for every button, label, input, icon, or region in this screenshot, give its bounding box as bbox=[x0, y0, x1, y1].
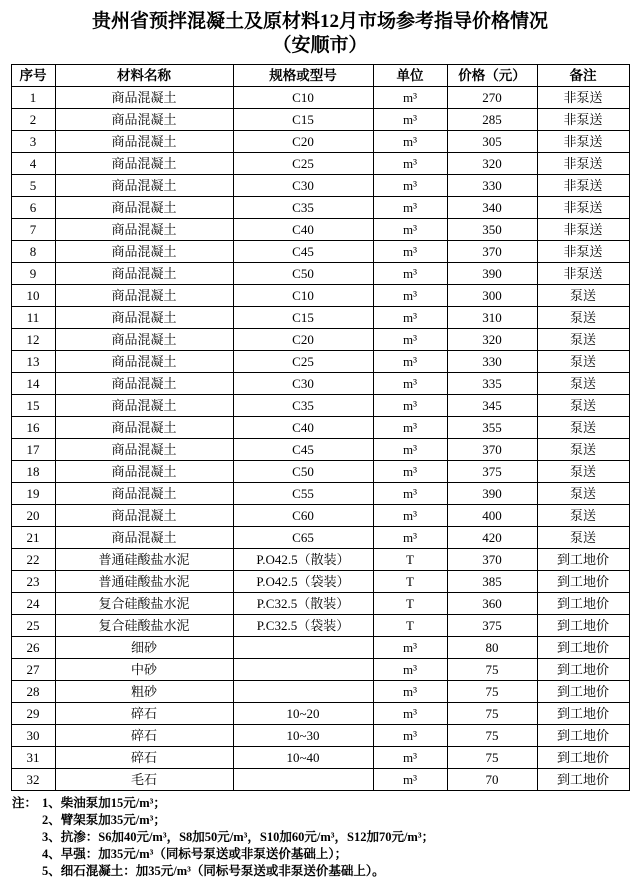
cell-price: 75 bbox=[447, 747, 537, 769]
cell-unit: T bbox=[373, 549, 447, 571]
cell-no: 15 bbox=[11, 395, 55, 417]
cell-no: 25 bbox=[11, 615, 55, 637]
cell-spec: 10~20 bbox=[233, 703, 373, 725]
cell-unit: m³ bbox=[373, 747, 447, 769]
cell-no: 32 bbox=[11, 769, 55, 791]
cell-no: 1 bbox=[11, 87, 55, 109]
cell-unit: m³ bbox=[373, 329, 447, 351]
cell-spec: C15 bbox=[233, 307, 373, 329]
table-row bbox=[11, 439, 629, 461]
cell-no: 24 bbox=[11, 593, 55, 615]
cell-price: 75 bbox=[447, 703, 537, 725]
cell-no: 14 bbox=[11, 373, 55, 395]
cell-no: 26 bbox=[11, 637, 55, 659]
cell-remark: 非泵送 bbox=[537, 219, 629, 241]
cell-remark: 泵送 bbox=[537, 483, 629, 505]
price-table bbox=[11, 64, 630, 791]
note-item-1: 1、柴油泵加15元/m³； bbox=[42, 796, 166, 810]
cell-spec bbox=[233, 681, 373, 703]
cell-unit: m³ bbox=[373, 637, 447, 659]
cell-remark: 泵送 bbox=[537, 439, 629, 461]
cell-spec: P.C32.5（袋装） bbox=[233, 615, 373, 637]
cell-remark: 到工地价 bbox=[537, 571, 629, 593]
note-row bbox=[12, 863, 630, 880]
cell-remark: 到工地价 bbox=[537, 593, 629, 615]
cell-unit: m³ bbox=[373, 153, 447, 175]
cell-unit: m³ bbox=[373, 241, 447, 263]
table-row bbox=[11, 725, 629, 747]
table-row bbox=[11, 417, 629, 439]
header-no: 序号 bbox=[11, 65, 55, 87]
cell-price: 270 bbox=[447, 87, 537, 109]
cell-remark: 非泵送 bbox=[537, 241, 629, 263]
cell-name: 商品混凝土 bbox=[55, 417, 233, 439]
cell-no: 22 bbox=[11, 549, 55, 571]
cell-unit: m³ bbox=[373, 527, 447, 549]
cell-name: 普通硅酸盐水泥 bbox=[55, 571, 233, 593]
table-row bbox=[11, 219, 629, 241]
cell-name: 商品混凝土 bbox=[55, 175, 233, 197]
cell-no: 28 bbox=[11, 681, 55, 703]
cell-no: 4 bbox=[11, 153, 55, 175]
cell-remark: 到工地价 bbox=[537, 747, 629, 769]
cell-no: 3 bbox=[11, 131, 55, 153]
cell-remark: 泵送 bbox=[537, 395, 629, 417]
cell-spec: C15 bbox=[233, 109, 373, 131]
table-row bbox=[11, 549, 629, 571]
cell-price: 420 bbox=[447, 527, 537, 549]
cell-unit: m³ bbox=[373, 681, 447, 703]
cell-remark: 泵送 bbox=[537, 461, 629, 483]
cell-unit: T bbox=[373, 571, 447, 593]
table-row bbox=[11, 747, 629, 769]
table-header-row bbox=[11, 65, 629, 87]
cell-unit: T bbox=[373, 593, 447, 615]
table-row bbox=[11, 593, 629, 615]
cell-price: 320 bbox=[447, 153, 537, 175]
cell-no: 29 bbox=[11, 703, 55, 725]
cell-price: 305 bbox=[447, 131, 537, 153]
cell-name: 复合硅酸盐水泥 bbox=[55, 593, 233, 615]
table-row bbox=[11, 153, 629, 175]
table-row bbox=[11, 395, 629, 417]
cell-price: 340 bbox=[447, 197, 537, 219]
cell-remark: 泵送 bbox=[537, 307, 629, 329]
cell-name: 碎石 bbox=[55, 725, 233, 747]
header-unit: 单位 bbox=[373, 65, 447, 87]
cell-no: 19 bbox=[11, 483, 55, 505]
cell-no: 9 bbox=[11, 263, 55, 285]
cell-price: 370 bbox=[447, 241, 537, 263]
cell-spec: C20 bbox=[233, 329, 373, 351]
cell-spec: C40 bbox=[233, 219, 373, 241]
cell-unit: m³ bbox=[373, 725, 447, 747]
cell-price: 335 bbox=[447, 373, 537, 395]
cell-price: 360 bbox=[447, 593, 537, 615]
cell-name: 粗砂 bbox=[55, 681, 233, 703]
cell-unit: m³ bbox=[373, 505, 447, 527]
cell-no: 6 bbox=[11, 197, 55, 219]
cell-unit: m³ bbox=[373, 659, 447, 681]
cell-price: 70 bbox=[447, 769, 537, 791]
cell-price: 330 bbox=[447, 351, 537, 373]
cell-unit: m³ bbox=[373, 395, 447, 417]
note-row bbox=[12, 812, 630, 829]
table-row bbox=[11, 571, 629, 593]
cell-spec: C55 bbox=[233, 483, 373, 505]
cell-unit: m³ bbox=[373, 461, 447, 483]
cell-name: 中砂 bbox=[55, 659, 233, 681]
cell-no: 23 bbox=[11, 571, 55, 593]
table-row bbox=[11, 483, 629, 505]
cell-name: 复合硅酸盐水泥 bbox=[55, 615, 233, 637]
cell-name: 商品混凝土 bbox=[55, 109, 233, 131]
cell-spec: P.O42.5（散装） bbox=[233, 549, 373, 571]
table-row bbox=[11, 131, 629, 153]
cell-no: 17 bbox=[11, 439, 55, 461]
cell-spec: C60 bbox=[233, 505, 373, 527]
cell-remark: 非泵送 bbox=[537, 87, 629, 109]
cell-spec bbox=[233, 659, 373, 681]
cell-spec: P.O42.5（袋装） bbox=[233, 571, 373, 593]
header-name: 材料名称 bbox=[55, 65, 233, 87]
cell-name: 商品混凝土 bbox=[55, 483, 233, 505]
cell-price: 390 bbox=[447, 483, 537, 505]
cell-spec: C45 bbox=[233, 241, 373, 263]
cell-no: 27 bbox=[11, 659, 55, 681]
cell-name: 商品混凝土 bbox=[55, 395, 233, 417]
table-row bbox=[11, 703, 629, 725]
cell-spec: 10~40 bbox=[233, 747, 373, 769]
cell-name: 商品混凝土 bbox=[55, 263, 233, 285]
cell-name: 商品混凝土 bbox=[55, 351, 233, 373]
cell-remark: 泵送 bbox=[537, 527, 629, 549]
cell-price: 310 bbox=[447, 307, 537, 329]
cell-unit: m³ bbox=[373, 285, 447, 307]
cell-remark: 非泵送 bbox=[537, 263, 629, 285]
header-remark: 备注 bbox=[537, 65, 629, 87]
note-row bbox=[12, 795, 630, 812]
cell-price: 350 bbox=[447, 219, 537, 241]
cell-unit: T bbox=[373, 615, 447, 637]
cell-remark: 非泵送 bbox=[537, 175, 629, 197]
cell-spec bbox=[233, 637, 373, 659]
cell-name: 细砂 bbox=[55, 637, 233, 659]
cell-name: 商品混凝土 bbox=[55, 87, 233, 109]
cell-price: 375 bbox=[447, 461, 537, 483]
note-item-5: 5、细石混凝土：加35元/m³（同标号泵送或非泵送价基础上）。 bbox=[42, 864, 385, 878]
cell-no: 5 bbox=[11, 175, 55, 197]
cell-name: 商品混凝土 bbox=[55, 197, 233, 219]
cell-no: 7 bbox=[11, 219, 55, 241]
table-row bbox=[11, 307, 629, 329]
table-row bbox=[11, 197, 629, 219]
cell-spec: C35 bbox=[233, 395, 373, 417]
cell-name: 商品混凝土 bbox=[55, 153, 233, 175]
table-row bbox=[11, 769, 629, 791]
cell-unit: m³ bbox=[373, 373, 447, 395]
table-row bbox=[11, 263, 629, 285]
cell-unit: m³ bbox=[373, 175, 447, 197]
cell-name: 碎石 bbox=[55, 747, 233, 769]
cell-remark: 非泵送 bbox=[537, 109, 629, 131]
cell-name: 商品混凝土 bbox=[55, 241, 233, 263]
cell-price: 370 bbox=[447, 549, 537, 571]
cell-spec bbox=[233, 769, 373, 791]
cell-unit: m³ bbox=[373, 351, 447, 373]
cell-remark: 泵送 bbox=[537, 351, 629, 373]
table-row bbox=[11, 461, 629, 483]
title-line-1: 贵州省预拌混凝土及原材料12月市场参考指导价格情况 bbox=[91, 11, 548, 32]
note-item-4: 4、早强：加35元/m³（同标号泵送或非泵送价基础上）； bbox=[42, 847, 348, 861]
cell-remark: 非泵送 bbox=[537, 131, 629, 153]
cell-name: 商品混凝土 bbox=[55, 131, 233, 153]
notes-label: 注： bbox=[12, 796, 38, 810]
cell-remark: 泵送 bbox=[537, 373, 629, 395]
cell-no: 8 bbox=[11, 241, 55, 263]
cell-remark: 到工地价 bbox=[537, 725, 629, 747]
cell-name: 商品混凝土 bbox=[55, 219, 233, 241]
cell-price: 75 bbox=[447, 659, 537, 681]
cell-name: 普通硅酸盐水泥 bbox=[55, 549, 233, 571]
cell-name: 商品混凝土 bbox=[55, 439, 233, 461]
cell-name: 商品混凝土 bbox=[55, 285, 233, 307]
cell-price: 80 bbox=[447, 637, 537, 659]
cell-name: 商品混凝土 bbox=[55, 373, 233, 395]
cell-unit: m³ bbox=[373, 263, 447, 285]
table-row bbox=[11, 681, 629, 703]
cell-remark: 泵送 bbox=[537, 505, 629, 527]
cell-remark: 到工地价 bbox=[537, 681, 629, 703]
table-row bbox=[11, 329, 629, 351]
table-row bbox=[11, 637, 629, 659]
cell-price: 330 bbox=[447, 175, 537, 197]
cell-remark: 非泵送 bbox=[537, 197, 629, 219]
cell-price: 400 bbox=[447, 505, 537, 527]
cell-no: 13 bbox=[11, 351, 55, 373]
cell-price: 370 bbox=[447, 439, 537, 461]
note-item-3: 3、抗渗：S6加40元/m³，S8加50元/m³，S10加60元/m³，S12加70元/m³； bbox=[42, 830, 435, 844]
cell-price: 390 bbox=[447, 263, 537, 285]
cell-unit: m³ bbox=[373, 109, 447, 131]
cell-unit: m³ bbox=[373, 87, 447, 109]
cell-unit: m³ bbox=[373, 131, 447, 153]
header-price: 价格（元） bbox=[447, 65, 537, 87]
table-row bbox=[11, 615, 629, 637]
cell-spec: C65 bbox=[233, 527, 373, 549]
cell-remark: 非泵送 bbox=[537, 153, 629, 175]
cell-no: 31 bbox=[11, 747, 55, 769]
cell-price: 285 bbox=[447, 109, 537, 131]
header-spec: 规格或型号 bbox=[233, 65, 373, 87]
cell-unit: m³ bbox=[373, 307, 447, 329]
cell-spec: C40 bbox=[233, 417, 373, 439]
table-row bbox=[11, 241, 629, 263]
table-row bbox=[11, 109, 629, 131]
cell-spec: C25 bbox=[233, 351, 373, 373]
cell-price: 75 bbox=[447, 725, 537, 747]
cell-spec: C30 bbox=[233, 373, 373, 395]
cell-spec: C50 bbox=[233, 263, 373, 285]
cell-no: 20 bbox=[11, 505, 55, 527]
cell-remark: 到工地价 bbox=[537, 637, 629, 659]
table-body bbox=[11, 87, 629, 791]
cell-price: 75 bbox=[447, 681, 537, 703]
cell-spec: C30 bbox=[233, 175, 373, 197]
cell-remark: 到工地价 bbox=[537, 615, 629, 637]
cell-name: 商品混凝土 bbox=[55, 329, 233, 351]
note-item-2: 2、臂架泵加35元/m³； bbox=[42, 813, 166, 827]
table-row bbox=[11, 659, 629, 681]
cell-name: 商品混凝土 bbox=[55, 461, 233, 483]
cell-unit: m³ bbox=[373, 769, 447, 791]
cell-unit: m³ bbox=[373, 439, 447, 461]
cell-no: 12 bbox=[11, 329, 55, 351]
cell-spec: C20 bbox=[233, 131, 373, 153]
notes-block bbox=[12, 795, 630, 880]
table-row bbox=[11, 373, 629, 395]
cell-no: 30 bbox=[11, 725, 55, 747]
cell-no: 2 bbox=[11, 109, 55, 131]
table-row bbox=[11, 285, 629, 307]
cell-name: 毛石 bbox=[55, 769, 233, 791]
cell-name: 商品混凝土 bbox=[55, 527, 233, 549]
cell-price: 300 bbox=[447, 285, 537, 307]
cell-no: 16 bbox=[11, 417, 55, 439]
note-row bbox=[12, 829, 630, 846]
cell-remark: 泵送 bbox=[537, 285, 629, 307]
cell-no: 21 bbox=[11, 527, 55, 549]
cell-remark: 到工地价 bbox=[537, 769, 629, 791]
cell-remark: 到工地价 bbox=[537, 703, 629, 725]
table-row bbox=[11, 527, 629, 549]
document-title bbox=[10, 10, 630, 58]
cell-unit: m³ bbox=[373, 219, 447, 241]
cell-price: 375 bbox=[447, 615, 537, 637]
cell-unit: m³ bbox=[373, 417, 447, 439]
cell-no: 18 bbox=[11, 461, 55, 483]
cell-spec: P.C32.5（散装） bbox=[233, 593, 373, 615]
cell-remark: 到工地价 bbox=[537, 659, 629, 681]
cell-name: 碎石 bbox=[55, 703, 233, 725]
table-row bbox=[11, 505, 629, 527]
cell-remark: 泵送 bbox=[537, 329, 629, 351]
cell-price: 355 bbox=[447, 417, 537, 439]
cell-price: 345 bbox=[447, 395, 537, 417]
table-row bbox=[11, 351, 629, 373]
cell-price: 320 bbox=[447, 329, 537, 351]
cell-unit: m³ bbox=[373, 703, 447, 725]
cell-name: 商品混凝土 bbox=[55, 505, 233, 527]
cell-spec: C50 bbox=[233, 461, 373, 483]
cell-no: 10 bbox=[11, 285, 55, 307]
cell-spec: C25 bbox=[233, 153, 373, 175]
cell-name: 商品混凝土 bbox=[55, 307, 233, 329]
cell-unit: m³ bbox=[373, 197, 447, 219]
cell-unit: m³ bbox=[373, 483, 447, 505]
cell-spec: 10~30 bbox=[233, 725, 373, 747]
cell-spec: C10 bbox=[233, 285, 373, 307]
cell-price: 385 bbox=[447, 571, 537, 593]
cell-spec: C35 bbox=[233, 197, 373, 219]
cell-remark: 泵送 bbox=[537, 417, 629, 439]
cell-remark: 到工地价 bbox=[537, 549, 629, 571]
cell-no: 11 bbox=[11, 307, 55, 329]
table-row bbox=[11, 175, 629, 197]
cell-spec: C10 bbox=[233, 87, 373, 109]
cell-spec: C45 bbox=[233, 439, 373, 461]
table-row bbox=[11, 87, 629, 109]
note-row bbox=[12, 846, 630, 863]
title-line-2: （安顺市） bbox=[272, 35, 368, 56]
